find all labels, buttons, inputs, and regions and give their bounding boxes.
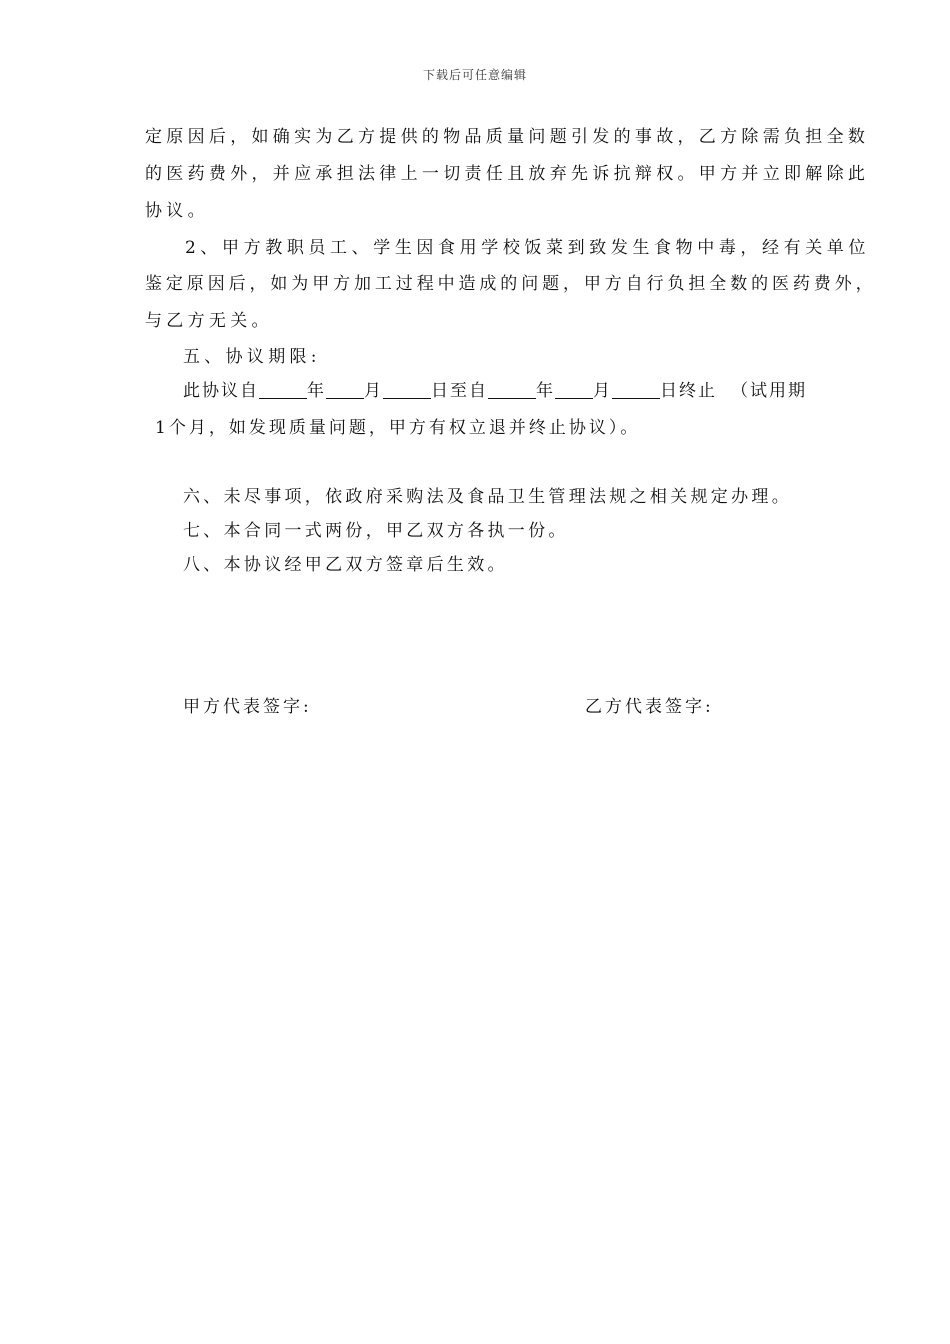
section-5-term-line bbox=[183, 380, 807, 402]
term-trial: （试用期 bbox=[731, 381, 807, 401]
section-7: 七、本合同一式两份，甲乙双方各执一份。 bbox=[183, 521, 569, 541]
party-a-signature-label: 甲方代表签字: bbox=[183, 697, 312, 717]
clause-4-2-line-2: 鉴定原因后，如为甲方加工过程中造成的问题，甲方自行负担全数的医药费外， bbox=[145, 274, 877, 294]
section-5-title: 五、协议期限: bbox=[183, 347, 321, 367]
clause-4-2-line-3: 与乙方无关。 bbox=[145, 311, 273, 331]
clause-4-2-line-1: 2、甲方教职员工、学生因食用学校饭菜到致发生食物中毒，经有关单位 bbox=[185, 238, 871, 258]
blank-start-month[interactable] bbox=[326, 382, 364, 399]
section-5-line-2: 1个月，如发现质量问题，甲方有权立退并终止协议）。 bbox=[155, 418, 641, 438]
blank-start-year[interactable] bbox=[259, 382, 307, 399]
term-prefix: 此协议自 bbox=[183, 381, 259, 401]
section-8: 八、本协议经甲乙双方签章后生效。 bbox=[183, 555, 508, 575]
blank-end-year[interactable] bbox=[488, 382, 536, 399]
blank-end-month[interactable] bbox=[555, 382, 593, 399]
term-end: 日终止 bbox=[660, 381, 717, 401]
clause-4-1-line-3: 协议。 bbox=[145, 201, 209, 221]
term-year-1: 年 bbox=[307, 381, 326, 401]
clause-4-1-line-2: 的医药费外，并应承担法律上一切责任且放弃先诉抗辩权。甲方并立即解除此 bbox=[145, 164, 870, 184]
blank-end-day[interactable] bbox=[612, 382, 660, 399]
blank-start-day[interactable] bbox=[383, 382, 431, 399]
term-month-2: 月 bbox=[593, 381, 612, 401]
clause-4-1-line-1: 定原因后，如确实为乙方提供的物品质量问题引发的事故，乙方除需负担全数 bbox=[145, 127, 870, 147]
page-header-note: 下载后可任意编辑 bbox=[422, 68, 527, 82]
term-day-to: 日至自 bbox=[431, 381, 488, 401]
section-6: 六、未尽事项，依政府采购法及食品卫生管理法规之相关规定办理。 bbox=[183, 487, 792, 507]
term-year-2: 年 bbox=[536, 381, 555, 401]
party-b-signature-label: 乙方代表签字: bbox=[585, 697, 714, 717]
term-month-1: 月 bbox=[364, 381, 383, 401]
